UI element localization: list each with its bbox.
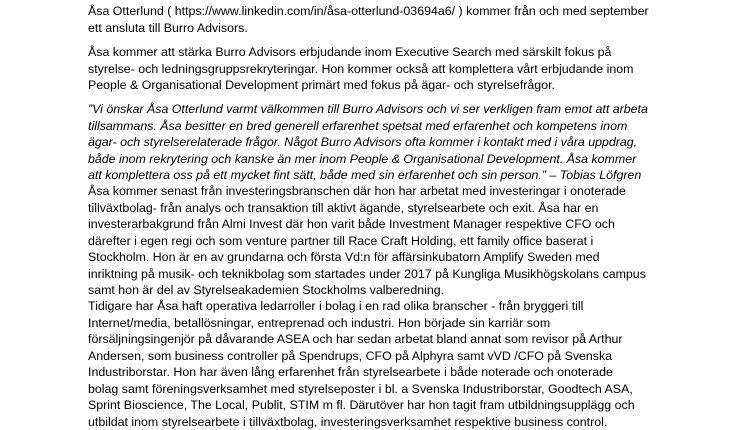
text-line: bolag samt föreningsverksamhet med styrelseposter i bl. a Svenska Industriborstar, Goodtech ASA, — [88, 381, 635, 398]
paragraph-career — [88, 298, 635, 430]
text-line: investerarbakgrund från Almi Invest där hon varit både Investment Manager respektive CFO och — [88, 216, 646, 233]
paragraph-background — [88, 183, 646, 299]
text-line: därefter i egen regi och som venture partner till Race Craft Holding, ett family office baserat i — [88, 233, 646, 250]
text-line: Internet/media, betallösningar, entreprenad och industri. Hon började sin karriär som — [88, 315, 635, 332]
text-line: Sprint Bioscience, The Local, Publit, STIM m fl. Därutöver har hon tagit fram utbildningsupplägg och — [88, 397, 635, 414]
text-line: Åsa kommer att stärka Burro Advisors erbjudande inom Executive Search med särskilt fokus på — [88, 44, 633, 61]
text-line: styrelse- och ledningsgruppsrekryteringar. Hon kommer också att komplettera vårt erbjudande inom — [88, 61, 633, 78]
text-line: inriktning på musik- och teknikbolag som startades under 2017 på Kungliga Musikhögskolans campus — [88, 266, 646, 283]
paragraph-quote — [88, 101, 648, 184]
text-line: Åsa Otterlund ( https://www.linkedin.com/in/åsa-otterlund-03694a6/ ) kommer från och med september — [88, 3, 649, 20]
text-line: att komplettera oss på ett mycket fint sätt, både med sin erfarenhet och sin person.” – Tobias Löfgren — [88, 167, 648, 184]
text-line: ett ansluta till Burro Advisors. — [88, 20, 649, 37]
document-page — [88, 0, 738, 419]
text-line: tillväxtbolag- från analys och transaktion till aktivt ägande, styrelsearbete och exit. Åsa har en — [88, 200, 646, 217]
text-line: samt hon är del av Styrelseakademien Stockholms valberedning. — [88, 282, 646, 299]
text-line: Åsa kommer senast från investeringsbranschen där hon har arbetat med investeringar i onoterade — [88, 183, 646, 200]
text-line: både inom rekrytering och kanske än mer inom People & Organisational Development. Åsa kommer — [88, 151, 648, 168]
text-line: utbildat inom styrelsearbete i tillväxtbolag, investeringsverksamhet respektive business control. — [88, 414, 635, 430]
text-line: ”Vi önskar Åsa Otterlund varmt välkommen till Burro Advisors och vi ser verkligen fram emot att arbeta — [88, 101, 648, 118]
text-line: Industriborstar. Hon har även lång erfarenhet från styrelsearbete i både noterade och onoterade — [88, 364, 635, 381]
text-line: People & Organisational Development primärt med fokus på ägar- och styrelsefrågor. — [88, 77, 633, 94]
text-line: Stockholm. Hon är en av grundarna och första Vd:n för affärsinkubatorn Amplify Sweden med — [88, 249, 646, 266]
text-line: tillsammans. Åsa besitter en bred generell erfarenhet spetsat med erfarenhet och kompetens inom — [88, 118, 648, 135]
text-line: försäljningsingenjör på dåvarande ASEA och har sedan arbetat bland annat som revisor på Arthur — [88, 331, 635, 348]
text-line: ägar- och styrelserelaterade frågor. Något Burro Advisors ofta kommer i kontakt med i våra uppdrag, — [88, 134, 648, 151]
text-line: Tidigare har Åsa haft operativa ledarroller i bolag i en rad olika branscher - från bryggeri till — [88, 298, 635, 315]
paragraph-announcement — [88, 3, 649, 36]
text-line: Andersen, som business controller på Spendrups, CFO på Alphyra samt vVD /CFO på Svenska — [88, 348, 635, 365]
paragraph-role — [88, 44, 633, 94]
